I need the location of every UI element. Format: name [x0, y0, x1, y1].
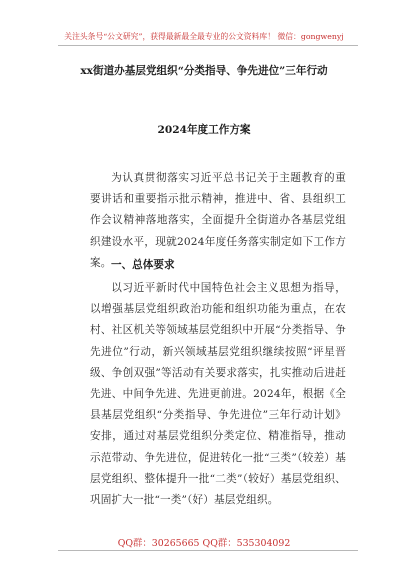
document-title: xx街道办基层党组织“分类指导、争先进位”三年行动	[80, 65, 328, 77]
intro-paragraph: 为认真贯彻落实习近平总书记关于主题教育的重要讲话和重要指示批示精神，推进中、省、县组织工作会议精神落地落实，全面提升全街道办各基层党组织建设水平，现就2024年度任务落实制定如下工作方案。	[90, 172, 346, 269]
section-heading: 一、总体要求	[111, 259, 175, 271]
header-banner: 关注头条号“公文研究”，获得最新最全最专业的公文资料库！ 微信：gongwenyj	[64, 32, 344, 41]
header-divider	[58, 45, 358, 46]
section-paragraph: 以习近平新时代中国特色社会主义思想为指导，以增强基层党组织政治功能和组织功能为重点，在农村、社区机关等领域基层党组织中开展“分类指导、争先进位”行动，新兴领域基层党组织继续按照“评星晋级、争创双强”等活动有关要求落实，扎实推动后进赶先进、中间争先进、先进更前进。2024年，根据《全县基层党组织“分类指导、争先进位”三年行动计划》安排，通过对基层党组织分类定位、精准指导，推动示范带动、争先进位，促进转化一批“三类”（较差）基层党组织、整体提升一批“二类”（较好）基层党组织、巩固扩大一批“一类”（好）基层党组织。	[90, 282, 346, 507]
footer-divider	[58, 550, 358, 551]
footer-contact: QQ群：30265665 QQ群：535304092	[117, 538, 291, 549]
document-subtitle: 2024年度工作方案	[157, 124, 251, 136]
